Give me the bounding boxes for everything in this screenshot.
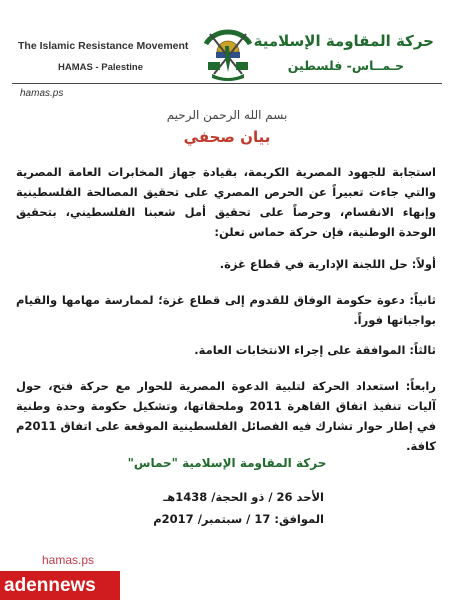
watermark-logo: adennews: [0, 571, 120, 600]
website-label-bottom: hamas.ps: [42, 553, 95, 567]
point-two: ثانياً: دعوة حكومة الوفاق للقدوم إلى قطاع غزة؛ لممارسة مهامها والقيام بواجباتها فوراً.: [16, 293, 436, 327]
point-three: ثالثاً: الموافقة على إجراء الانتخابات العامة.: [194, 343, 436, 357]
header-divider: [12, 83, 442, 84]
letterhead: [0, 0, 454, 80]
english-subtitle: HAMAS - Palestine: [58, 62, 143, 73]
basmala: بسم الله الرحمن الرحيم: [166, 108, 288, 122]
website-label-top: hamas.ps: [20, 88, 64, 99]
point-one: أولاً: حل اللجنة الإدارية في قطاع غزة.: [219, 257, 436, 271]
gregorian-date: الموافق: 17 / سبتمبر/ 2017م: [153, 512, 324, 526]
point-four: رابعاً: استعداد الحركة لتلبية الدعوة المصرية للحوار مع حركة فتح، حول آليات تنفيذ اتفاق القاهرة 2011 وملحقاتها، وتشكيل حكومة وحدة وطنية في إطار حوار تشارك فيه الفصائل الفلسطينية الموقعة على اتفاق 2011م كافة.: [16, 379, 436, 453]
intro-paragraph: استجابة للجهود المصرية الكريمة، بقيادة جهاز المخابرات العامة المصرية والتي جاءت تعبيراً عن الحرص المصري على تحقيق المصالحة الفلسطينية وإنهاء الانقسام، وحرصاً على تحقيق أمل شعبنا الفلسطيني، بتحقيق الوحدة الوطنية، فإن حركة حماس تعلن:: [16, 165, 436, 239]
arabic-title: حركة المقاومة الإسلامية: [253, 32, 434, 50]
arabic-subtitle: حـمــاس- فلسطين: [287, 58, 404, 73]
hijri-date: الأحد 26 / ذو الحجة/ 1438هـ: [163, 490, 324, 504]
english-title: The Islamic Resistance Movement: [18, 40, 189, 52]
signatory: حركة المقاومة الإسلامية "حماس": [127, 456, 327, 470]
hamas-emblem-icon: [198, 22, 258, 82]
press-release-title: بيان صحفي: [183, 128, 271, 146]
